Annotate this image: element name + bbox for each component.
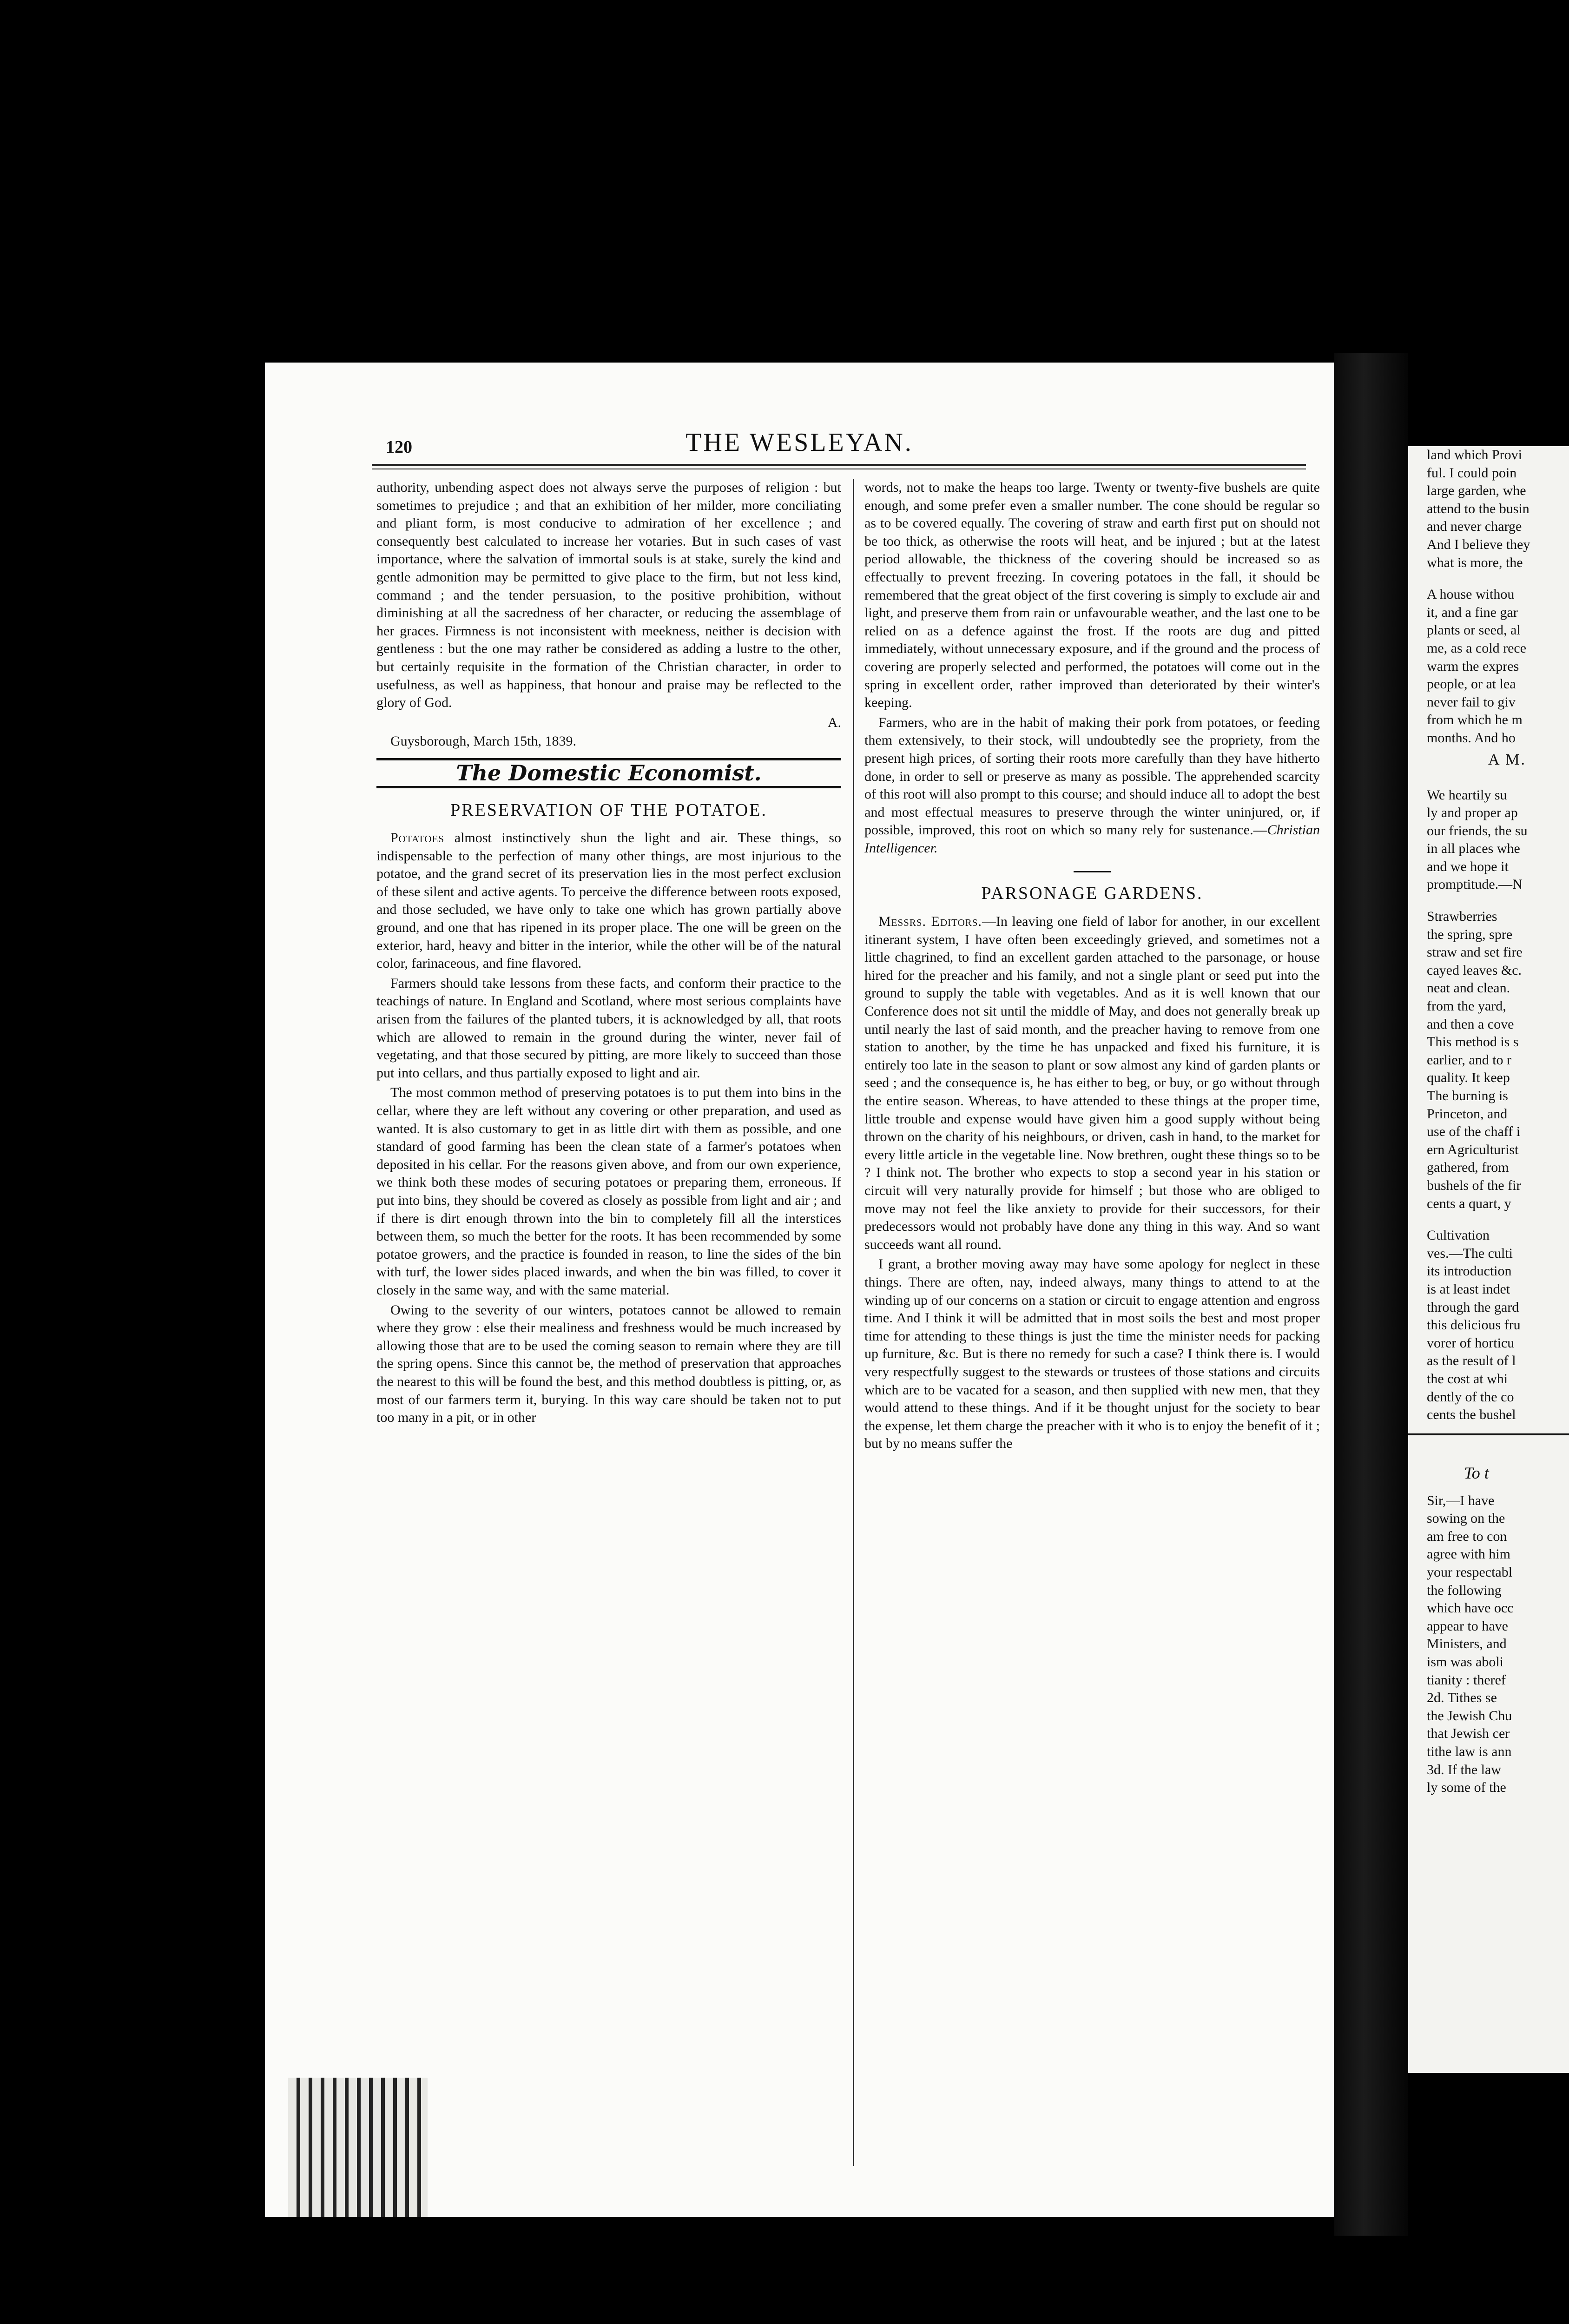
fragment-line: Cultivation xyxy=(1427,1228,1490,1243)
fragment-line: warm the expres xyxy=(1427,658,1519,674)
section-banner: The Domestic Economist. xyxy=(376,758,841,788)
fragment-line: ves.—The culti xyxy=(1427,1245,1513,1261)
fragment-line: and never charge xyxy=(1427,519,1522,535)
article-paragraph xyxy=(864,913,1320,1254)
fragment-line: use of the chaff i xyxy=(1427,1124,1521,1140)
fragment-signature: A M. xyxy=(1488,751,1526,768)
fragment-line: Princeton, and xyxy=(1427,1106,1508,1122)
fragment-line: and then a cove xyxy=(1427,1016,1514,1032)
running-title: THE WESLEYAN. xyxy=(686,428,913,457)
article-paragraph xyxy=(376,829,841,973)
fragment-line: cayed leaves &c. xyxy=(1427,962,1522,978)
dateline: Guysborough, March 15th, 1839. xyxy=(390,733,576,749)
fragment-line: your respectabl xyxy=(1427,1565,1513,1580)
lead-word: Potatoes xyxy=(390,830,444,846)
fragment-line: the following xyxy=(1427,1582,1502,1598)
title-rule xyxy=(1074,871,1111,872)
fragment-block-d xyxy=(1408,908,1569,1213)
fragment-line: it, and a fine gar xyxy=(1427,604,1518,620)
fragment-block-c xyxy=(1408,786,1569,894)
fragment-line: ful. I could poin xyxy=(1427,465,1517,481)
fragment-line: Ministers, and xyxy=(1427,1636,1507,1652)
fragment-line: tithe law is ann xyxy=(1427,1744,1512,1759)
continued-paragraph: words, not to make the heaps too large. Twenty or twenty-five bushels are quite enough, and some prefer even a smaller number. The cone should be regular so as to be covered equally. The covering of straw and earth first put on should not be too thick, as otherwise the roots will heat, and be injured ; but at the latest period allowable, the thickness of the covering should be increased so as effectually to prevent freezing. In covering potatoes in the fall, it should be remembered that the great object of the first covering is simply to exclude air and light, and preserve them from rain or unfavourable weather, and the last one to be relied on as a defence against the frost. If the roots are dug and pitted immediately, without unnecessary exposure, and if the ground and the process of covering are properly selected and performed, the potatoes will come out in the spring in excellent order, rather improved than deteriorated by their winter's keeping. xyxy=(864,480,1320,711)
fragment-line: 3d. If the law xyxy=(1427,1762,1501,1777)
fragment-line: agree with him xyxy=(1427,1546,1510,1562)
middle-column xyxy=(864,479,1320,1455)
paragraph-text: almost instinctively shun the light and air. These things, so indispensable to the perfection of many other things, are most injurious to the potatoe, and the grand secret of its preservation lies in the most perfect exclusion of these silent and active agents. To perceive the difference between roots exposed, and those secluded, we have only to take one which has grown partially above ground, and one that has ripened in its proper place. The one will be green on the exterior, hard, heavy and bitter in the interior, while the other will be of the natural color, farinaceous, and fine flavored. xyxy=(376,830,841,971)
fragment-line: tianity : theref xyxy=(1427,1672,1506,1688)
fragment-line: sowing on the xyxy=(1427,1511,1505,1526)
fragment-line: Strawberries xyxy=(1427,909,1497,924)
article-paragraph: The most common method of preserving potatoes is to put them into bins in the cellar, where they are left without any covering or other preparation, and used as wanted. It is also customary to get in as little dirt with them as possible, and one standard of good farming has been the clean state of a farmer's potatoes when deposited in his cellar. For the reasons given above, and from our own experience, we think both these modes of securing potatoes or preparing them, erroneous. If put into bins, they should be covered as closely as possible from light and air ; and if there is dirt enough thrown into the bin to completely fill all the interstices between them, so much the better for the roots. It has been recommended by some potatoe growers, and the practice is founded in reason, to line the sides of the bin with turf, the lower sides placed inwards, and when the bin was filled, to cover it closely in the same way, and with the same material. xyxy=(376,1085,841,1298)
fragment-line: which have occ xyxy=(1427,1600,1514,1616)
fragment-line: promptitude.—N xyxy=(1427,877,1523,892)
fragment-line: months. And ho xyxy=(1427,730,1516,746)
fragment-line: am free to con xyxy=(1427,1528,1507,1544)
fragment-line: dently of the co xyxy=(1427,1389,1514,1405)
newspaper-page xyxy=(265,363,1334,2217)
paragraph-text: —In leaving one field of labor for another, in our excellent itinerant system, I have often been exceedingly grieved, and sometimes not a little chagrined, to find an excellent garden attached to the parsonage, or house hired for the preacher and his family, and not a single plant or seed put into the ground to supply the table with vegetables. And as it is well known that our Conference does not sit until the middle of May, and does not generally break up until nearly the last of said month, and the preacher having to remove from one station to another, by the time he has unpacked and fixed his furniture, it is entirely too late in the season to plant or sow almost any kind of garden plants or seed ; and the consequence is, he has either to beg, or buy, or go without through the entire season. Whereas, to have attended to these things at the proper time, little trouble and expense would have given him a good supply without being thrown on the charity of his neighbours, or driven, cash in hand, to the market for every little article in the vegetable line. Now brethren, ought these things so to be ? I think not. The brother who expects to stop a second year in his station or circuit will very naturally provide for himself ; but those who are obliged to move may not feel the like anxiety to provide for their successors, for their predecessors would not probably have done any thing in this way. And so want succeeds want all round. xyxy=(864,914,1320,1252)
fragment-line: bushels of the fir xyxy=(1427,1177,1521,1193)
fragment-line: 2d. Tithes se xyxy=(1427,1690,1497,1706)
fragment-line: straw and set fire xyxy=(1427,944,1523,960)
fragment-line: what is more, the xyxy=(1427,555,1523,570)
lead-word: Messrs. Editors. xyxy=(878,914,982,930)
fragment-title: To t xyxy=(1464,1463,1489,1482)
fragment-line: through the gard xyxy=(1427,1299,1519,1315)
fragment-line: from which he m xyxy=(1427,712,1523,728)
fragment-line: the Jewish Chu xyxy=(1427,1708,1512,1723)
fragment-line: large garden, whe xyxy=(1427,483,1526,499)
fragment-line: in all places whe xyxy=(1427,841,1520,857)
fragment-line: This method is s xyxy=(1427,1034,1519,1050)
adjacent-page-fragment xyxy=(1408,446,1569,2073)
fragment-line: this delicious fru xyxy=(1427,1317,1521,1333)
paragraph-text: Farmers, who are in the habit of making their pork from potatoes, or feeding them extensively, to their stock, will undoubtedly see the propriety, from the present high prices, of sorting their roots more carefully than they have hitherto done, in order to sell or preserve as many as possible. The apprehended scarcity of this root will also prompt to this course; and should induce all to adopt the best and most effectual measures to preserve through the winter uninjured, or, if possible, improved, this root on which so many rely for sustenance.— xyxy=(864,714,1320,838)
binding-shadow xyxy=(1334,353,1408,2236)
fragment-line: neat and clean. xyxy=(1427,980,1510,996)
fragment-line: and we hope it xyxy=(1427,858,1509,874)
fragment-line: plants or seed, al xyxy=(1427,622,1521,638)
fragment-line: ism was aboli xyxy=(1427,1654,1503,1670)
fragment-line: attend to the busin xyxy=(1427,501,1529,516)
fragment-line: land which Provi xyxy=(1427,447,1522,462)
fragment-line: ly and proper ap xyxy=(1427,805,1518,821)
fragment-line: A house withou xyxy=(1427,587,1515,602)
fragment-block-b xyxy=(1408,586,1569,747)
continued-paragraph: authority, unbending aspect does not always serve the purposes of religion : but sometimes to prejudice ; and that an exhibition of her milder, more conciliating and pliant form, is most conducive to admiration of her excellence ; and consequently best calculated to increase her votaries. But in such cases of vast importance, where the salvation of immortal souls is at stake, surely the kind and gentle admonition may be permitted to give place to the firm, but not less kind, command ; and the tender persuasion, to the positive prohibition, without diminishing at all the sacredness of her character, or reducing the assemblage of her graces. Firmness is not inconsistent with meekness, neither is decision with gentleness : but the one may rather be considered as adding a lustre to the other, but certainly requisite in the formation of the Christian character, in order to usefulness, as well as happiness, that honour and praise may be reflected to the glory of God. xyxy=(376,480,841,711)
fragment-line: from the yard, xyxy=(1427,998,1506,1014)
fragment-line: me, as a cold rece xyxy=(1427,640,1527,656)
fragment-line: is at least indet xyxy=(1427,1281,1510,1297)
article-paragraph: Owing to the severity of our winters, potatoes cannot be allowed to remain where they grow : else their mealiness and freshness would be much increased by allowing those that are to be used the coming season to remain where they are till the spring opens. Since this cannot be, the method of preservation that approaches the nearest to this will be found the best, and this method doubtless is pitting, or, as most of our farmers term it, burying. In this way care should be taken not to put too many in a pit, or in other xyxy=(376,1302,841,1426)
article-paragraph: I grant, a brother moving away may have some apology for neglect in these things. There are often, nay, indeed always, many things to attend to at the winding up of our concerns on a station or circuit to engage attention and engross time. And I think it will be admitted that in most soils the best and most proper time for attending to these things is just the time the minister needs for packing up furniture, &c. But is there no remedy for such a case? I think there is. I would very respectfully suggest to the stewards or trustees of those stations and circuits which are to be vacated for a season, and then supplied with new men, that they would attend to these things. And if it be thought unjust for the society to bear the expense, let them charge the preacher with it who is to enjoy the benefit of it ; but by no means suffer the xyxy=(864,1256,1320,1452)
fragment-block-a xyxy=(1408,446,1569,572)
fragment-rule xyxy=(1408,1433,1569,1435)
fragment-line: never fail to giv xyxy=(1427,694,1516,710)
fragment-line: cents the bushel xyxy=(1427,1407,1516,1423)
fragment-line: appear to have xyxy=(1427,1618,1508,1634)
signature: A. xyxy=(827,714,841,730)
fragment-line: its introduction xyxy=(1427,1263,1512,1279)
fragment-line: We heartily su xyxy=(1427,787,1507,803)
fragment-line: the cost at whi xyxy=(1427,1371,1508,1386)
fragment-line: our friends, the su xyxy=(1427,823,1528,838)
fragment-block-f xyxy=(1408,1492,1569,1797)
header-rule xyxy=(372,464,1306,466)
fragment-line: ern Agriculturist xyxy=(1427,1142,1519,1157)
fragment-line: quality. It keep xyxy=(1427,1070,1510,1086)
fragment-line: earlier, and to r xyxy=(1427,1052,1512,1068)
article-title: PARSONAGE GARDENS. xyxy=(981,884,1203,904)
article-title: PRESERVATION OF THE POTATOE. xyxy=(450,800,767,820)
article-paragraph xyxy=(864,714,1320,858)
fragment-line: gathered, from xyxy=(1427,1160,1509,1175)
page-number: 120 xyxy=(386,437,412,457)
fragment-line: ly some of the xyxy=(1427,1780,1506,1796)
fragment-line: vorer of horticu xyxy=(1427,1335,1515,1351)
fragment-line: And I believe they xyxy=(1427,536,1530,552)
article-paragraph: Farmers should take lessons from these facts, and conform their practice to the teachings of nature. In England and Scotland, where most serious complaints have arisen from the failures of the planted tubers, it is acknowledged by all, that roots which are allowed to remain in the ground during the winter, never fail of vegetating, and that those secured by pitting, are more likely to succeed than those put into cellars, and thus partially exposed to light and air. xyxy=(376,975,841,1081)
fragment-line: as the result of l xyxy=(1427,1353,1516,1369)
fragment-line: the spring, spre xyxy=(1427,926,1513,942)
fragment-line: The burning is xyxy=(1427,1088,1508,1103)
fragment-line: that Jewish cer xyxy=(1427,1726,1510,1742)
fragment-line: cents a quart, y xyxy=(1427,1195,1511,1211)
fragment-line: people, or at lea xyxy=(1427,676,1516,692)
page-edge xyxy=(288,2078,428,2217)
left-column xyxy=(376,479,841,1429)
fragment-block-e xyxy=(1408,1227,1569,1424)
column-divider xyxy=(853,479,854,2166)
fragment-line: Sir,—I have xyxy=(1427,1492,1495,1508)
source-credit: Christian Intelligencer. xyxy=(864,822,1320,856)
page-header xyxy=(265,363,1334,483)
